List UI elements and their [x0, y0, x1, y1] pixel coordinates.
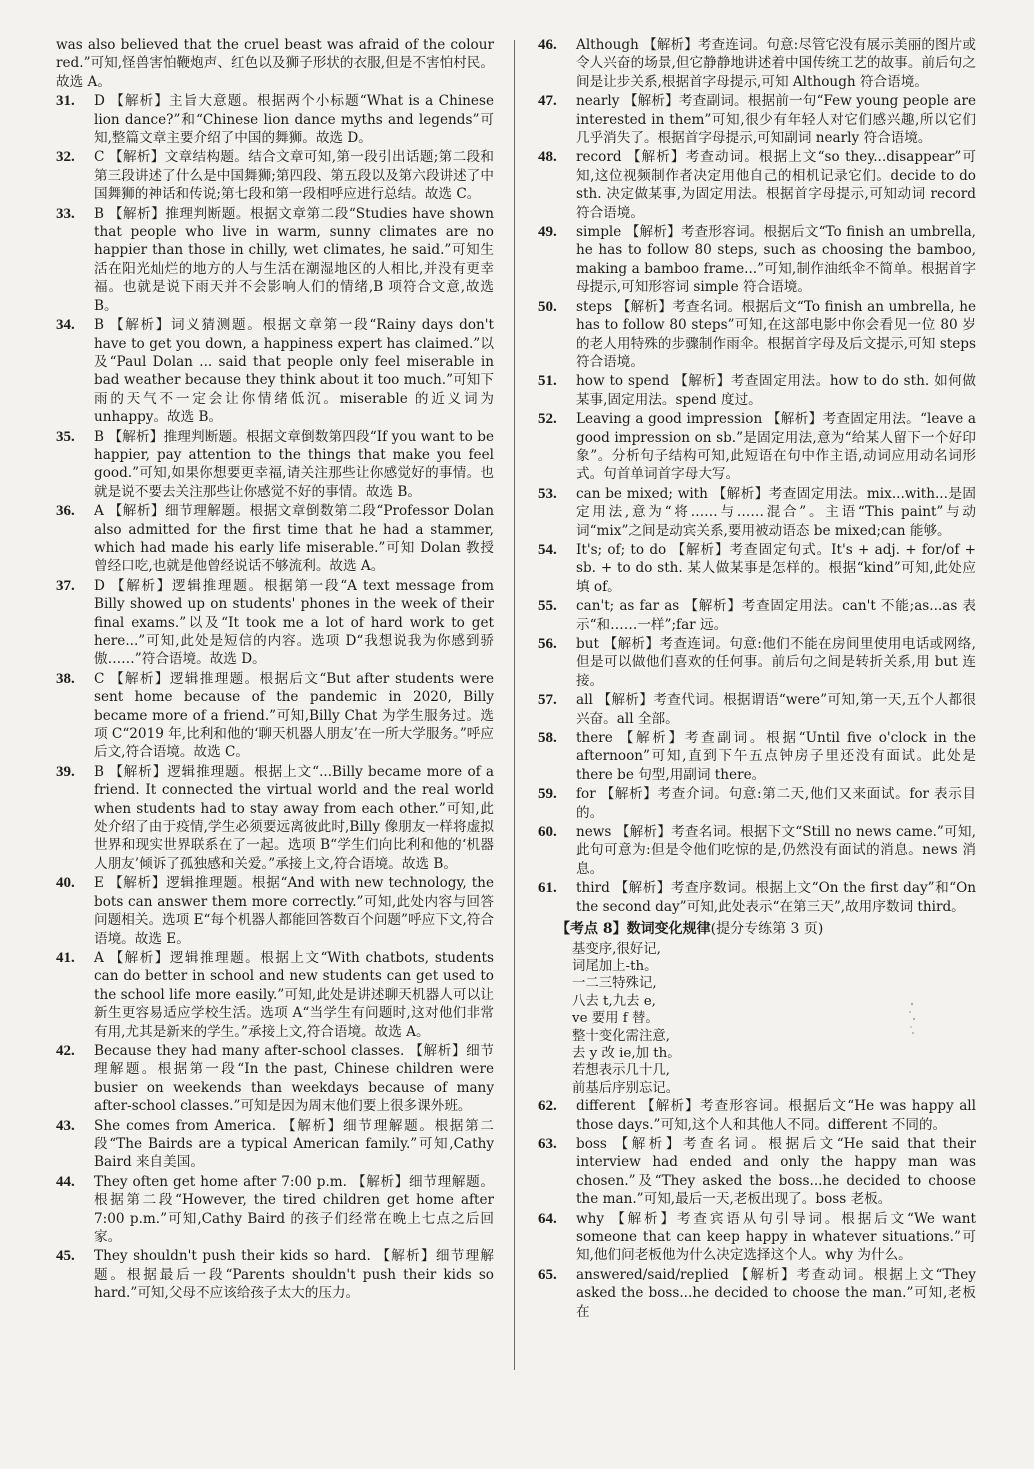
answer-text: all 【解析】考查代词。根据谓语“were”可知,第一天,五个人都很兴奋。all 全部。: [576, 692, 976, 727]
answer-text: E 【解析】逻辑推理题。根据“And with new technology, the bots can answer them more correctly.”可知,此处内容与回答问题相关。选项 E“每个机器人都能回答数百个问题”呼应下文,符合语境。故选 E。: [94, 875, 494, 947]
question-number: 42.: [56, 1042, 75, 1059]
answer-text: why 【解析】考查宾语从句引导词。根据后文“We want someone that can keep happy in whatever situations.”可知,他们问老板他为什么决定选择这个人。why 为什么。: [576, 1210, 976, 1264]
answer-text: there 【解析】考查副词。根据“Until five o'clock in the afternoon”可知,直到下午五点钟房子里还没有面试。此处是 there be 句型,用副词 there。: [576, 730, 976, 783]
answer-entry: [538, 541, 976, 596]
question-number: 39.: [56, 763, 75, 780]
answer-text: They often get home after 7:00 p.m. 【解析】细节理解题。根据第二段“However, the tired children get home after 7:00 p.m.”可知,Cathy Baird 的孩子们经常在晚上七点之后回家。: [94, 1173, 494, 1245]
answer-entry: [538, 729, 976, 784]
answer-entry: [56, 1173, 494, 1247]
answer-entry: [538, 372, 976, 409]
answer-entry: [538, 1266, 976, 1321]
answer-entry: [538, 823, 976, 878]
question-number: 41.: [56, 949, 75, 966]
answer-entry: [538, 1097, 976, 1134]
question-number: 35.: [56, 428, 75, 445]
answer-text: Leaving a good impression 【解析】考查固定用法。“leave a good impression on sb.”是固定用法,意为“给某人留下一个好印象”。分析句子结构可知,此短语在句中作主语,动词应用动名词形式。句首单词首字母大写。: [576, 411, 976, 483]
question-number: 64.: [538, 1210, 557, 1227]
rhyme-line: 整十变化需注意,: [572, 1028, 670, 1044]
answer-text: C 【解析】逻辑推理题。根据后文“But after students were sent home because of the pandemic in 2020, Billy became more of a friend.”可知,Billy Chat 为学生服务过。选项 C“2019 年,比利和他的‘聊天机器人朋友’在一所大学服务。”呼应后文,符合语境。故选 C。: [94, 670, 494, 761]
rhyme-line: ve 要用 f 替。: [572, 1011, 659, 1027]
question-number: 61.: [538, 880, 557, 897]
answer-entry: [56, 92, 494, 147]
left-entries-list: [56, 92, 494, 1302]
answer-entry: [538, 36, 976, 91]
answer-entry: [56, 148, 494, 203]
answer-text: but 【解析】考查连词。句意:他们不能在房间里使用电话或网络,但是可以做他们喜欢的任何事。前后句之间是转折关系,用 but 连接。: [576, 636, 976, 689]
answer-text: Because they had many after-school classes. 【解析】细节理解题。根据第一段“In the past, Chinese children were busier on weekends than weekdays because of many after-school classes.”可知是因为周末他们要上很多课外班。: [94, 1042, 494, 1115]
question-number: 47.: [538, 93, 557, 110]
rhyme-line: 基变序,很好记,: [572, 941, 661, 957]
answer-text: steps 【解析】考查名词。根据后文“To finish an umbrella, he has to follow 80 steps”可知,在这部电影中你会看见一位 80 岁的老人用特殊的步骤制作雨伞。根据首字母及后文提示,可知 steps 符合语境。: [576, 298, 976, 370]
question-number: 52.: [538, 411, 557, 428]
question-number: 65.: [538, 1266, 557, 1283]
right-entries-list-continued: [538, 1097, 976, 1321]
rhyme-line: 去 y 改 ie,加 th。: [572, 1045, 681, 1061]
answer-entry: [56, 1247, 494, 1302]
continuation-text: was also believed that the cruel beast was afraid of the colour red.”可知,怪兽害怕鞭炮声、红色以及狮子形状的衣服,但是不害怕村民。故选 A。: [56, 37, 494, 90]
question-number: 62.: [538, 1098, 557, 1115]
answer-entry: [538, 597, 976, 634]
answer-text: It's; of; to do 【解析】考查固定句式。It's + adj. + for/of + sb. + to do sth. 某人做某事是怎样的。根据“kind”可知,此处应填 of。: [576, 541, 976, 595]
section-heading: [556, 920, 976, 938]
question-number: 46.: [538, 37, 557, 53]
rhyme-line: 若想表示几十几,: [572, 1063, 670, 1079]
question-number: 49.: [538, 224, 557, 241]
answer-entry: [538, 148, 976, 222]
answer-entry: [538, 785, 976, 822]
question-number: 63.: [538, 1135, 557, 1152]
right-column: [538, 36, 976, 1322]
answer-text: news 【解析】考查名词。根据下文“Still no news came.”可知,此句可意为:但是令他们吃惊的是,仍然没有面试的消息。news 消息。: [576, 824, 976, 877]
answer-entry: [56, 949, 494, 1041]
section-title: 【考点 8】数词变化规律: [556, 921, 711, 938]
scan-speck-mark: [898, 1000, 928, 1040]
answer-text: C 【解析】文章结构题。结合文章可知,第一段引出话题;第二段和第三段讲述了什么是中国舞狮;第四段、第五段以及第六段讲述了中国舞狮的神话和传说;第七段和第一段相呼应进行总结。故选 C。: [94, 149, 494, 203]
answer-text: different 【解析】考查形容词。根据后文“He was happy all those days.”可知,这个人和其他人不同。different 不同的。: [576, 1098, 976, 1133]
answer-entry: [56, 502, 494, 576]
question-number: 43.: [56, 1117, 75, 1134]
answer-entry: [538, 92, 976, 147]
answer-text: nearly 【解析】考查副词。根据前一句“Few young people are interested in them”可知,很少有年轻人对它们感兴趣,所以它们几乎消失了。根据首字母提示,可知副词 nearly 符合语境。: [576, 93, 976, 147]
column-divider: [514, 40, 515, 1370]
answer-text: answered/said/replied 【解析】考查动词。根据上文“They asked the boss...he decided to choose the man.”可知,老板在: [576, 1266, 976, 1320]
answer-entry: [538, 298, 976, 372]
rhyme-line: 词尾加上-th。: [572, 958, 658, 974]
answer-entry: [56, 670, 494, 762]
answer-text: B 【解析】推理判断题。根据文章第二段“Studies have shown that people who live in warm, sunny climates are no happier than those in chilly, wet climates, he said.”可知生活在阳光灿烂的地方的人与生活在潮湿地区的人相比,并没有更幸福。也就是说下雨天并不会影响人们的情绪,B 项符合文意,故选 B。: [94, 205, 494, 314]
answer-entry: [538, 1210, 976, 1265]
answer-text: can be mixed; with 【解析】考查固定用法。mix...with...是固定用法,意为“将……与……混合”。主语“This paint”与动词“mix”之间是动宾关系,要用被动语态 be mixed;can 能够。: [576, 485, 976, 539]
question-number: 40.: [56, 875, 75, 892]
answer-text: She comes from America. 【解析】细节理解题。根据第二段“The Bairds are a typical American family.”可知,Cathy Baird 来自美国。: [94, 1117, 494, 1171]
answer-entry: [56, 763, 494, 873]
answer-entry: [56, 205, 494, 315]
question-number: 55.: [538, 598, 557, 615]
answer-text: A 【解析】逻辑推理题。根据上文“With chatbots, students can do better in school and new students can get used to the school life more easily.”可知,此处是讲述聊天机器人可以让新生更容易适应学校生活。选项 A“当学生有问题时,这对他们非常有用,尤其是新来的学生。”承接上文,符合语境。故选 A。: [94, 949, 494, 1040]
answer-entry: [538, 485, 976, 540]
question-number: 36.: [56, 503, 75, 520]
answer-text: A 【解析】细节理解题。根据文章倒数第二段“Professor Dolan also admitted for the first time that he had a stammer, which had made his early life miserable.”可知 Dolan 教授曾经口吃,也就是他曾经说话不够流利。故选 A。: [94, 503, 494, 575]
rhyme-line: 八去 t,九去 e,: [572, 993, 656, 1009]
answer-text: B 【解析】词义猜测题。根据文章第一段“Rainy days don't have to get you down, a happiness expert has claimed.”以及“Paul Dolan ... said that people only feel miserable in bad weather because they think about it too much.”可知下雨的天气不一定会让你情绪低沉。miserable 的近义词为 unhappy。故选 B。: [94, 317, 494, 426]
answer-entry: [56, 577, 494, 669]
answer-entry: [538, 691, 976, 728]
answer-text: D 【解析】逻辑推理题。根据第一段“A text message from Billy showed up on students' phones in the week of their final exams.”以及“It took me a lot of hard work to get here...”可知,此处是短信的内容。选项 D“我想说我为你感到骄傲……”符合语境。故选 D。: [94, 577, 494, 668]
question-number: 44.: [56, 1173, 75, 1190]
question-number: 33.: [56, 205, 75, 222]
answer-entry: [538, 1135, 976, 1209]
rhyme-line: 一二三特殊记,: [572, 976, 657, 992]
answer-text: for 【解析】考查介词。句意:第二天,他们又来面试。for 表示目的。: [576, 786, 976, 821]
answer-entry: [56, 1042, 494, 1116]
answer-text: can't; as far as 【解析】考查固定用法。can't 不能;as...as 表示“和……一样”;far 远。: [576, 598, 976, 633]
answer-text: D 【解析】主旨大意题。根据两个小标题“What is a Chinese lion dance?”和“Chinese lion dance myths and legends”可知,整篇文章主要介绍了中国的舞狮。故选 D。: [94, 93, 494, 147]
answer-text: record 【解析】考查动词。根据上文“so they...disappear”可知,这位视频制作者决定用他自己的相机记录它们。decide to do sth. 决定做某事,为固定用法。根据首字母提示,可知动词 record 符合语境。: [576, 149, 976, 221]
question-number: 45.: [56, 1248, 75, 1265]
question-number: 34.: [56, 317, 75, 334]
question-number: 51.: [538, 373, 557, 390]
answer-text: Although 【解析】考查连词。句意:尽管它没有展示美丽的图片或令人兴奋的场景,但它静静地讲述着中国传统工艺的故事。前后句之间是让步关系,根据首字母提示,可知 Although 符合语境。: [576, 37, 976, 90]
question-number: 57.: [538, 692, 557, 709]
question-number: 60.: [538, 824, 557, 841]
question-number: 38.: [56, 670, 75, 687]
question-number: 31.: [56, 93, 75, 110]
question-number: 54.: [538, 541, 557, 558]
answer-entry: [538, 879, 976, 916]
section-note: (提分专练第 3 页): [710, 921, 824, 938]
question-number: 58.: [538, 730, 557, 747]
answer-entry: [56, 316, 494, 426]
question-number: 59.: [538, 786, 557, 803]
answer-entry: [56, 428, 494, 502]
answer-text: B 【解析】推理判断题。根据文章倒数第四段“If you want to be happier, pay attention to the things that make you feel good.”可知,如果你想要更幸福,请关注那些让你感觉好的事情。也就是说不要去关注那些让你感觉不好的事情。故选 B。: [94, 428, 494, 500]
question-number: 48.: [538, 149, 557, 166]
answer-entry: [56, 874, 494, 948]
left-column: [56, 36, 494, 1304]
answer-text: third 【解析】考查序数词。根据上文“On the first day”和“On the second day”可知,此处表示“在第三天”,故用序数词 third。: [576, 880, 976, 915]
answer-entry: [538, 223, 976, 297]
answer-text: boss 【解析】考查名词。根据后文“He said that their interview had ended and only the happy man was chosen.”及“They asked the boss...he decided to choose the man.”可知,最后一天,老板出现了。boss 老板。: [576, 1135, 976, 1208]
right-entries-list: [538, 36, 976, 916]
answer-text: simple 【解析】考查形容词。根据后文“To finish an umbrella, he has to follow 80 steps, such as choosing the bamboo, making a bamboo frame...”可知,制作油纸伞不简单。根据首字母提示,可知形容词 simple 符合语境。: [576, 224, 976, 296]
question-number: 50.: [538, 298, 557, 315]
question-number: 53.: [538, 485, 557, 502]
answer-text: They shouldn't push their kids so hard. 【解析】细节理解题。根据最后一段“Parents shouldn't push their kids so hard.”可知,父母不应该给孩子太大的压力。: [94, 1248, 494, 1302]
answer-entry: [56, 1117, 494, 1172]
answer-entry: [538, 635, 976, 690]
answer-text: how to spend 【解析】考查固定用法。how to do sth. 如何做某事,固定用法。spend 度过。: [576, 373, 976, 408]
question-number: 56.: [538, 636, 557, 652]
question-number: 32.: [56, 149, 75, 166]
question-number: 37.: [56, 577, 75, 594]
rhyme-line: 前基后序别忘记。: [572, 1080, 680, 1096]
answer-text: B 【解析】逻辑推理题。根据上文“...Billy became more of a friend. It connected the virtual world and the real world when students had to stay away from each other.”可知,此处介绍了由于疫情,学生必须要远离彼此时,Billy 像朋友一样将虚拟世界和现实世界联系在了一起。选项 B“学生们向比利和他的‘机器人朋友’倾诉了孤独感和关爱。”承接上文,符合语境。故选 B。: [94, 763, 494, 872]
answer-entry: [538, 410, 976, 484]
